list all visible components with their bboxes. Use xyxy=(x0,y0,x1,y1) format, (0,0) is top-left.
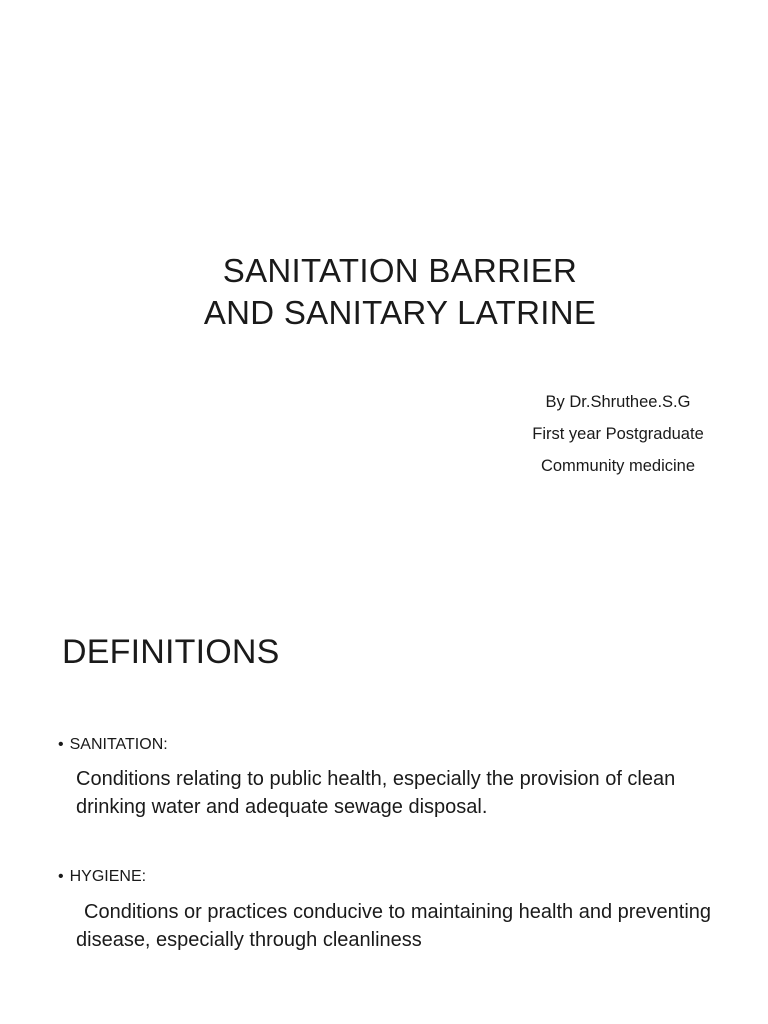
bullet-item-sanitation xyxy=(58,734,168,756)
title-line-1: SANITATION BARRIER xyxy=(222,252,578,289)
bullet-term: SANITATION: xyxy=(69,736,168,753)
title-line-2: AND SANITARY LATRINE xyxy=(203,294,597,331)
bullet-icon: • xyxy=(58,868,64,885)
author-block xyxy=(490,386,746,482)
bullet-icon: • xyxy=(58,736,64,753)
slide-heading: DEFINITIONS xyxy=(62,633,280,671)
bullet-item-hygiene xyxy=(58,866,146,888)
author-position: First year Postgraduate xyxy=(532,425,704,443)
author-department: Community medicine xyxy=(540,457,696,475)
definition-text: Conditions relating to public health, especially the provision of clean drinking water and adequate sewage disposal. xyxy=(76,768,676,818)
slide-title xyxy=(0,250,768,334)
definitions-slide xyxy=(0,576,768,1024)
author-name: By Dr.Shruthee.S.G xyxy=(545,393,691,411)
definition-text: Conditions or practices conducive to maintaining health and preventing disease, especially through cleanliness xyxy=(76,901,712,951)
bullet-term: HYGIENE: xyxy=(69,868,147,885)
